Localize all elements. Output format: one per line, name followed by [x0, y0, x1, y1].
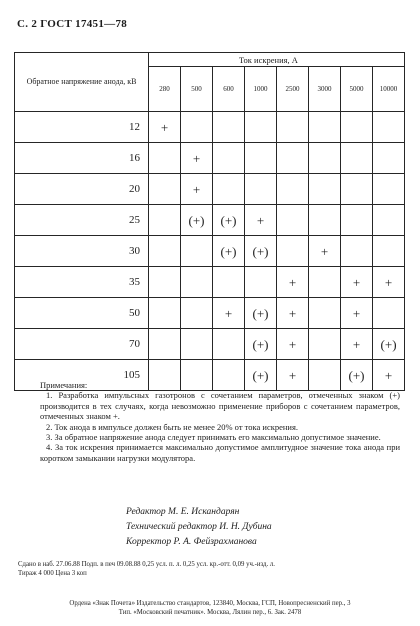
table-cell [309, 329, 341, 360]
table-row [15, 205, 405, 236]
row-voltage-label: 25 [15, 205, 149, 236]
table-cell [213, 174, 245, 205]
table-cell [341, 205, 373, 236]
editors-block [126, 505, 396, 550]
page-header: С. 2 ГОСТ 17451—78 [17, 18, 128, 30]
table-cell [149, 236, 181, 267]
table-cell: (+) [245, 360, 277, 391]
table-cell: + [181, 143, 213, 174]
table-cell [277, 112, 309, 143]
column-header: 2500 [277, 67, 309, 112]
notes-title: Примечания: [40, 380, 88, 390]
table-cell [341, 143, 373, 174]
column-header: 3000 [309, 67, 341, 112]
table-cell [149, 174, 181, 205]
note-item: 2. Ток анода в импульсе должен быть не менее 20% от тока искрения. [46, 421, 299, 432]
table-cell: + [341, 298, 373, 329]
column-header: 10000 [373, 67, 405, 112]
table-cell: + [309, 236, 341, 267]
row-voltage-label: 35 [15, 267, 149, 298]
row-voltage-label: 70 [15, 329, 149, 360]
table-cell: + [373, 360, 405, 391]
table-cell [245, 267, 277, 298]
column-header: 600 [213, 67, 245, 112]
table-cell [373, 236, 405, 267]
table-cell [309, 143, 341, 174]
table-cell [341, 112, 373, 143]
table-cell: (+) [245, 298, 277, 329]
column-header: 1000 [245, 67, 277, 112]
table-cell: (+) [373, 329, 405, 360]
table-cell [309, 205, 341, 236]
table-cell [245, 143, 277, 174]
table-cell [245, 112, 277, 143]
group-header-label: Ток искрения, А [149, 53, 405, 67]
table-cell [181, 112, 213, 143]
table-cell: + [245, 205, 277, 236]
spark-current-table [14, 52, 405, 391]
table-cell [181, 329, 213, 360]
table-cell [309, 298, 341, 329]
table-cell: + [213, 298, 245, 329]
table-cell [149, 298, 181, 329]
column-header: 500 [181, 67, 213, 112]
note-item: 4. За ток искрения принимается максимально допустимое амплитудное значение тока анода при коротком замыкании нагрузки модулятора. [40, 442, 400, 463]
table-cell: + [181, 174, 213, 205]
table-cell [373, 298, 405, 329]
table-cell [213, 329, 245, 360]
table-cell [309, 267, 341, 298]
row-voltage-label: 30 [15, 236, 149, 267]
imprint-line: Сдано в наб. 27.06.88 Подп. в печ 09.08.88 0,25 усл. п. л. 0,25 усл. кр.-отт. 0,09 уч.-изд. л. [18, 561, 275, 568]
row-voltage-label: 20 [15, 174, 149, 205]
table-row [15, 174, 405, 205]
table-cell: (+) [245, 329, 277, 360]
table-cell [277, 143, 309, 174]
table-cell: + [277, 360, 309, 391]
table-cell: (+) [245, 236, 277, 267]
table-cell: + [341, 329, 373, 360]
note-item: 3. За обратное напряжение анода следует принимать его максимально допустимое значение. [46, 432, 381, 443]
table-cell [309, 112, 341, 143]
row-voltage-label: 50 [15, 298, 149, 329]
table-cell [341, 174, 373, 205]
note-item: 1. Разработка импульсных газотронов с сочетанием параметров, отмеченных знаком (+) производится в тех случаях, когда невозможно применение приборов с сочетанием параметров, отмеченных знаком +. [40, 390, 400, 422]
table-cell: (+) [341, 360, 373, 391]
notes-block [40, 380, 400, 463]
publisher-line: Ордена «Знак Почета» Издательство стандартов, 123840, Москва, ГСП, Новопресненский пер., 3 [69, 600, 351, 607]
table-cell [149, 329, 181, 360]
table-cell [213, 143, 245, 174]
table-cell: (+) [181, 205, 213, 236]
corrector-line: Корректор Р. А. Фейзрахманова [126, 537, 257, 547]
table-cell [341, 236, 373, 267]
table-cell: (+) [213, 205, 245, 236]
table-cell: + [373, 267, 405, 298]
printer-line: Тип. «Московский печатник». Москва, Лялин пер., 6. Зак. 2478 [118, 608, 302, 616]
row-voltage-label: 16 [15, 143, 149, 174]
row-voltage-label: 12 [15, 112, 149, 143]
table-cell [309, 174, 341, 205]
table-cell [277, 205, 309, 236]
table-cell [373, 112, 405, 143]
table-cell [373, 205, 405, 236]
table-cell: + [277, 298, 309, 329]
row-header-label: Обратное напряжение анода, кВ [15, 53, 149, 112]
editor-line: Редактор М. Е. Искандарян [126, 507, 240, 517]
imprint-line: Тираж 4 000 Цена 3 коп [18, 569, 87, 577]
table-cell: + [149, 112, 181, 143]
table-row [15, 298, 405, 329]
table-cell [181, 236, 213, 267]
table-cell [213, 267, 245, 298]
column-header: 5000 [341, 67, 373, 112]
table-cell [213, 112, 245, 143]
table-cell [277, 236, 309, 267]
table-row [15, 143, 405, 174]
table-cell: (+) [213, 236, 245, 267]
table-cell [181, 267, 213, 298]
row-voltage-label: 105 [15, 360, 149, 391]
table-cell [149, 267, 181, 298]
table-cell: + [277, 267, 309, 298]
table-cell [373, 143, 405, 174]
table-row [15, 112, 405, 143]
table-cell [277, 174, 309, 205]
table-cell: + [277, 329, 309, 360]
table-row [15, 236, 405, 267]
table-cell [149, 205, 181, 236]
table-cell [181, 298, 213, 329]
column-header: 280 [149, 67, 181, 112]
table-cell: + [341, 267, 373, 298]
table-row [15, 329, 405, 360]
tech-editor-line: Технический редактор И. Н. Дубина [126, 522, 272, 532]
publisher-footer [18, 600, 402, 617]
imprint-block [18, 561, 398, 578]
table-cell [373, 174, 405, 205]
table-cell [149, 143, 181, 174]
table-cell [245, 174, 277, 205]
table-row [15, 267, 405, 298]
